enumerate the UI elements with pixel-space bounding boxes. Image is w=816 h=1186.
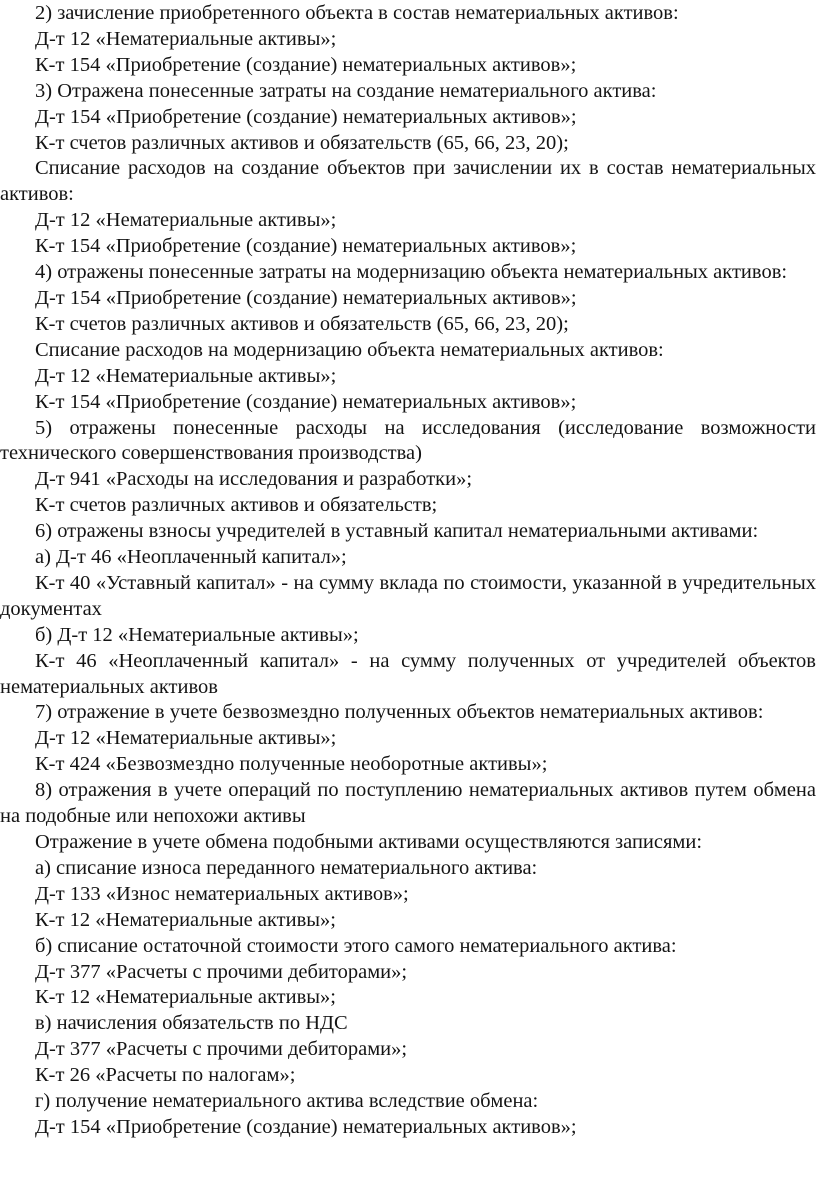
paragraph-37: К-т 26 «Расчеты по налогам»; [35, 1064, 296, 1087]
paragraph-19: 6) отражены взносы учредителей в уставный капитал нематериальными активами: [35, 520, 759, 543]
paragraph-25: Д-т 12 «Нематериальные активы»; [35, 727, 337, 750]
paragraph-7: Списание расходов на создание объектов при зачислении их в состав нематериальных активов: [0, 157, 816, 206]
paragraph-1: 2) зачисление приобретенного объекта в состав нематериальных активов: [35, 2, 679, 24]
paragraph-21: К-т 40 «Уставный капитал» - на сумму вклада по стоимости, указанной в учредительных документах [0, 571, 816, 620]
paragraph-2: Д-т 12 «Нематериальные активы»; [35, 27, 337, 50]
paragraph-10: 4) отражены понесенные затраты на модернизацию объекта нематериальных активов: [35, 261, 788, 284]
paragraph-6: К-т счетов различных активов и обязательств (65, 66, 23, 20); [35, 131, 569, 154]
paragraph-4: 3) Отражена понесенные затраты на создание нематериального актива: [35, 79, 657, 102]
paragraph-33: Д-т 377 «Расчеты с прочими дебиторами»; [35, 960, 408, 983]
paragraph-36: Д-т 377 «Расчеты с прочими дебиторами»; [35, 1038, 408, 1061]
paragraph-8: Д-т 12 «Нематериальные активы»; [35, 209, 337, 232]
paragraph-34: К-т 12 «Нематериальные активы»; [35, 986, 336, 1009]
paragraph-31: К-т 12 «Нематериальные активы»; [35, 908, 336, 931]
paragraph-35: в) начисления обязательств по НДС [35, 1012, 348, 1035]
paragraph-28: Отражение в учете обмена подобными активами осуществляются записями: [35, 831, 703, 853]
paragraph-11: Д-т 154 «Приобретение (создание) нематериальных активов»; [35, 286, 577, 309]
paragraph-13: Списание расходов на модернизацию объекта нематериальных активов: [35, 338, 664, 361]
paragraph-22: б) Д-т 12 «Нематериальные активы»; [35, 623, 359, 646]
paragraph-23: К-т 46 «Неоплаченный капитал» - на сумму полученных от учредителей объектов нематериальных активов [0, 649, 816, 698]
paragraph-30: Д-т 133 «Износ нематериальных активов»; [35, 882, 409, 905]
paragraph-9: К-т 154 «Приобретение (создание) нематериальных активов»; [35, 235, 577, 258]
paragraph-27: 8) отражения в учете операций по поступлению нематериальных активов путем обмена на подобные или непохожи активы [0, 779, 816, 828]
paragraph-14: Д-т 12 «Нематериальные активы»; [35, 364, 337, 387]
paragraph-17: Д-т 941 «Расходы на исследования и разработки»; [35, 468, 473, 491]
paragraph-24: 7) отражение в учете безвозмездно полученных объектов нематериальных активов: [35, 701, 764, 724]
paragraph-29: а) списание износа переданного нематериального актива: [35, 856, 538, 879]
paragraph-32: б) списание остаточной стоимости этого самого нематериального актива: [35, 934, 677, 957]
document-body [0, 1, 816, 1141]
paragraph-12: К-т счетов различных активов и обязательств (65, 66, 23, 20); [35, 312, 569, 335]
paragraph-39: Д-т 154 «Приобретение (создание) нематериальных активов»; [35, 1115, 577, 1138]
paragraph-16: 5) отражены понесенные расходы на исследования (исследование возможности технического совершенствования производства) [0, 416, 816, 465]
paragraph-26: К-т 424 «Безвозмездно полученные необоротные активы»; [35, 753, 548, 776]
paragraph-5: Д-т 154 «Приобретение (создание) нематериальных активов»; [35, 105, 577, 128]
paragraph-15: К-т 154 «Приобретение (создание) нематериальных активов»; [35, 390, 577, 413]
paragraph-18: К-т счетов различных активов и обязательств; [35, 494, 438, 517]
paragraph-20: а) Д-т 46 «Неоплаченный капитал»; [35, 546, 347, 569]
paragraph-3: К-т 154 «Приобретение (создание) нематериальных активов»; [35, 53, 577, 76]
paragraph-38: г) получение нематериального актива вследствие обмена: [35, 1090, 539, 1113]
